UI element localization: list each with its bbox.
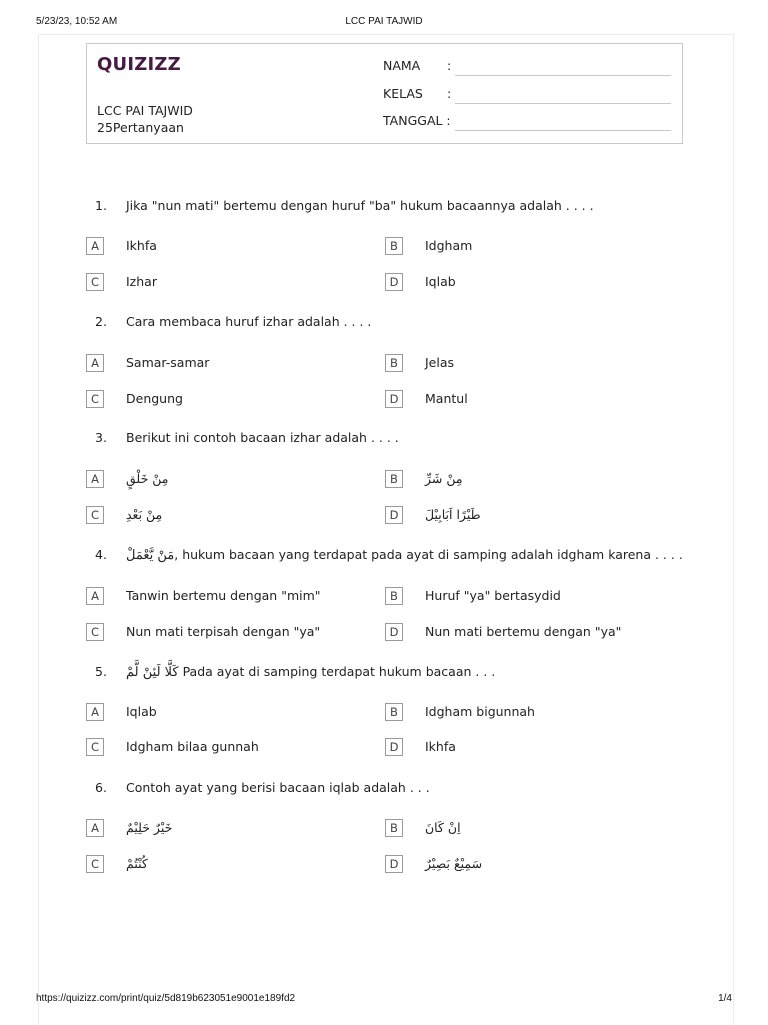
print-title: LCC PAI TAJWID [345,16,423,27]
quiz-title: LCC PAI TAJWID [97,103,193,118]
option-1a [86,237,376,257]
question-arabic-text: كَلَّا لَئِنْ لَّمْ [126,665,179,680]
question-text: Jika "nun mati" bertemu dengan huruf "ba" hukum bacaannya adalah . . . . [126,198,594,213]
option-text: Jelas [425,355,455,370]
option-arabic-text: كُنْتُمْ [126,856,148,871]
option-letter-box: B [385,587,403,605]
nama-colon: : [447,58,452,73]
option-letter-box: A [86,587,104,605]
option-letter-box: B [385,354,403,372]
option-letter-box: A [86,470,104,488]
option-5b [385,703,675,723]
option-4a [86,587,376,607]
option-4b [385,587,675,607]
option-letter-box: D [385,855,403,873]
option-letter-box: C [86,506,104,524]
option-1b [385,237,675,257]
option-letter-box: B [385,237,403,255]
option-text: Ikhfa [126,238,157,253]
option-text: Iqlab [425,274,456,289]
option-letter-box: B [385,819,403,837]
option-arabic-text: مِنْ بَعْدِ [126,507,163,522]
option-letter-box: A [86,819,104,837]
question-number: 4. [95,547,107,562]
kelas-colon: : [447,86,452,101]
option-5c [86,738,376,758]
option-1d [385,273,675,293]
option-2a [86,354,376,374]
option-text: Nun mati bertemu dengan "ya" [425,624,622,639]
page-frame [38,34,734,1025]
option-text: Idgham [425,238,473,253]
option-text: Mantul [425,391,468,406]
option-text: Ikhfa [425,739,456,754]
kelas-label: KELAS [383,86,423,101]
option-letter-box: C [86,738,104,756]
tanggal-label: TANGGAL : [383,113,451,128]
option-letter-box: D [385,738,403,756]
option-letter-box: B [385,703,403,721]
option-arabic-text: خَيْرٌ حَلِيْمٌ [126,820,173,835]
option-text: Iqlab [126,704,157,719]
option-2c [86,390,376,410]
option-1c [86,273,376,293]
option-letter-box: B [385,470,403,488]
option-4c [86,623,376,643]
question-body-text: Pada ayat di samping terdapat hukum bacaan . . . [178,664,496,679]
question-arabic-text: مَنْ يَّعْمَلْ [126,548,175,563]
option-6b [385,819,675,839]
option-4d [385,623,675,643]
nama-field [383,58,677,78]
print-footer [36,993,732,1007]
option-letter-box: C [86,273,104,291]
question-number: 5. [95,664,107,679]
option-2d [385,390,675,410]
option-text: Nun mati terpisah dengan "ya" [126,624,321,639]
option-text: Huruf "ya" bertasydid [425,588,561,603]
option-letter-box: A [86,354,104,372]
question-text: Cara membaca huruf izhar adalah . . . . [126,314,372,329]
nama-label: NAMA [383,58,421,73]
question-body-text: , hukum bacaan yang terdapat pada ayat di samping adalah idgham karena . . . . [174,547,683,562]
question-text: Berikut ini contoh bacaan izhar adalah . . . . [126,430,399,445]
tanggal-field [383,113,677,133]
question-number: 2. [95,314,107,329]
option-arabic-text: مِنْ خَلْقٍ [126,471,169,486]
option-6d [385,855,675,875]
nama-line [455,75,671,76]
option-3b [385,470,675,490]
option-6c [86,855,376,875]
option-3d [385,506,675,526]
question-text [126,664,495,680]
option-text: Izhar [126,274,157,289]
option-text: Idgham bilaa gunnah [126,739,259,754]
option-letter-box: C [86,390,104,408]
option-5a [86,703,376,723]
option-letter-box: A [86,237,104,255]
tanggal-line [455,130,671,131]
option-arabic-text: طَيْرًا اَبَابِيْلَ [425,507,481,522]
question-count: 25Pertanyaan [97,120,184,135]
option-2b [385,354,675,374]
option-3c [86,506,376,526]
option-6a [86,819,376,839]
option-text: Samar-samar [126,355,210,370]
option-text: Tanwin bertemu dengan "mim" [126,588,321,603]
print-datetime: 5/23/23, 10:52 AM [36,16,118,27]
option-arabic-text: مِنْ شَرِّ [425,471,463,486]
kelas-line [455,103,671,104]
question-text: Contoh ayat yang berisi bacaan iqlab adalah . . . [126,780,430,795]
question-text [126,547,683,563]
option-arabic-text: سَمِيْعٌ بَصِيْرٌ [425,856,483,871]
option-letter-box: D [385,273,403,291]
kelas-field [383,86,677,106]
option-letter-box: D [385,623,403,641]
option-letter-box: D [385,506,403,524]
page-number: 1/4 [718,993,732,1004]
question-number: 6. [95,780,107,795]
option-letter-box: D [385,390,403,408]
option-arabic-text: اِنْ كَانَ [425,820,461,835]
option-text: Dengung [126,391,183,406]
option-3a [86,470,376,490]
print-url[interactable]: https://quizizz.com/print/quiz/5d819b623051e9001e189fd2 [36,993,296,1004]
print-header [36,16,732,30]
question-number: 1. [95,198,107,213]
quiz-header-box [86,43,683,144]
quizizz-logo: QUIZIZZ [97,54,181,75]
question-number: 3. [95,430,107,445]
option-letter-box: C [86,623,104,641]
option-5d [385,738,675,758]
option-letter-box: C [86,855,104,873]
option-letter-box: A [86,703,104,721]
option-text: Idgham bigunnah [425,704,535,719]
